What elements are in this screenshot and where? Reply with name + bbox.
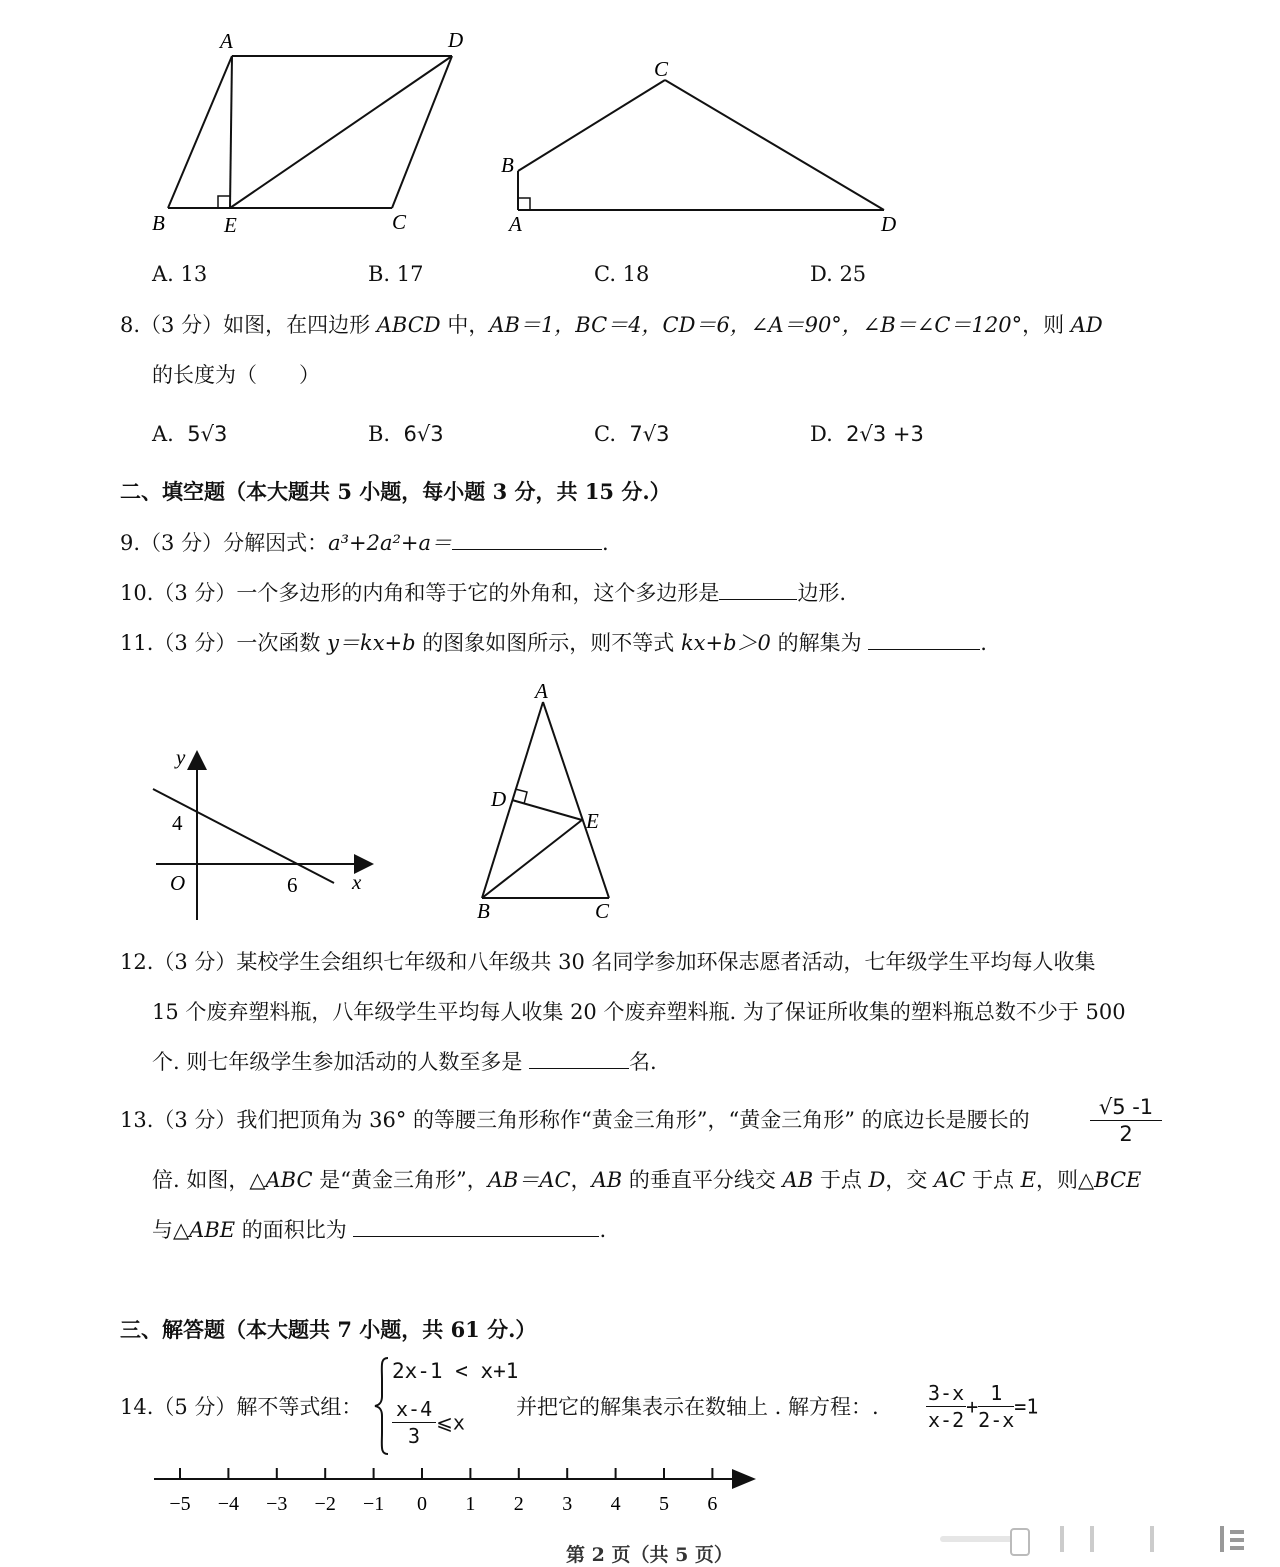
q14-stem: 14.（5 分）解不等式组： [120,1395,363,1419]
heading-text: 分，共 [507,479,585,504]
q14-equation [926,1380,1038,1433]
q9 [120,529,609,557]
equals-one: =1 [1014,1394,1039,1419]
q12-unit: 名. [629,1050,657,1074]
q7-option-a: A. 13 [152,262,208,286]
q14-mid-text: 并把它的解集表示在数轴上 . 解方程：. [516,1395,879,1419]
q11-text: 的解集为 [770,631,869,655]
q8-conditions: AB＝1，BC＝4，CD＝6，∠A＝90°，∠B＝∠C＝120° [489,313,1023,337]
fraction-numerator: x-4 [392,1396,436,1423]
figure-linear-graph [140,740,380,930]
heading-text: 小题，共 [351,1317,451,1342]
q14-system-brace [372,1356,392,1456]
figure-parallelogram [140,20,480,240]
heading-text: 小题，每小题 [351,479,493,504]
q8-quad-name: ABCD [376,313,441,337]
fraction-numerator: 3-x [928,1381,965,1405]
q13-triangle: ABE [189,1218,236,1242]
q13-text: 于点 [813,1168,869,1192]
number-line-label: 6 [707,1493,718,1515]
q8-number: 8.（3 分）如图，在四边形 [120,313,377,337]
number-line-label: 3 [562,1493,573,1515]
q8-stem-line1 [120,311,1103,339]
q11-answer-blank[interactable] [868,629,980,650]
label-C: C [595,899,610,923]
label-C: C [392,210,407,234]
label-A: A [509,212,522,236]
q10-tail: 边形. [797,581,847,605]
number-line-label: 4 [610,1493,621,1515]
label-D: D [881,212,897,236]
number-line-label: −5 [169,1493,191,1515]
q12-line3 [152,1048,657,1076]
q7-option-d: D. 25 [810,262,867,286]
q14-inequality-1: 2x-1 < x+1 [392,1359,519,1383]
fraction [926,1380,966,1433]
number-line-label: −3 [266,1493,288,1515]
relation: ⩽x [436,1410,465,1435]
option-letter: C. [594,422,616,446]
fraction-numerator: √5 -1 [1090,1094,1162,1121]
q11-period: . [980,631,987,655]
q11-text: 的图象如图所示，则不等式 [415,631,681,655]
q11-stem: 11.（3 分）一次函数 [120,631,328,655]
section-2-heading [120,478,671,506]
label-E: E [586,809,599,833]
q13-text: ， [570,1168,592,1192]
number-line-label: 0 [417,1493,427,1515]
option-value: 6√3 [403,422,444,446]
q7-option-c: C. 18 [594,262,650,286]
label-D: D [448,28,464,52]
heading-total: 61 [450,1317,480,1342]
number-line-label: 5 [659,1493,669,1515]
q10-stem: 10.（3 分）一个多边形的内角和等于它的外角和，这个多边形是 [120,581,720,605]
number-line-label: −2 [314,1493,336,1515]
heading-score: 3 [492,479,508,504]
q8-text: ，则 [1022,313,1071,337]
option-letter: A. [152,422,174,446]
origin-label: O [170,871,186,895]
label-D: D [491,787,507,811]
fraction [392,1396,436,1449]
label-E: E [224,213,237,237]
x-intercept-label: 6 [287,873,298,897]
q11-function: y＝kx+b [327,631,416,655]
y-axis-label: y [176,745,186,769]
q13-segment: AB [782,1168,814,1192]
q12-answer-blank[interactable] [529,1048,629,1069]
label-B: B [152,211,165,235]
number-line-label: 1 [465,1493,476,1515]
figure-quadrilateral [495,50,915,240]
fraction-denominator: 2-x [978,1408,1015,1432]
label-B: B [501,153,514,177]
q9-answer-blank[interactable] [452,529,602,550]
heading-text: 分.） [614,479,671,504]
q13-condition: AB＝AC [487,1168,571,1192]
q8-option-b [368,420,444,448]
q13-answer-blank[interactable] [353,1216,599,1237]
q11-inequality: kx+b＞0 [680,631,771,655]
q13-triangle: BCE [1094,1168,1142,1192]
option-value: 7√3 [629,422,670,446]
q13-triangle: ABC [265,1168,313,1192]
q12-line1: 12.（3 分）某校学生会组织七年级和八年级共 30 名同学参加环保志愿者活动，七年级学生平均每人收集 [120,950,1096,974]
q9-period: . [602,531,609,555]
option-value: 5√3 [187,422,228,446]
section-3-heading [120,1316,536,1344]
figure-golden-triangle [460,675,650,930]
q7-option-b: B. 17 [368,262,424,286]
heading-count: 7 [337,1317,352,1342]
q8-text: 中， [440,313,490,337]
number-line-label: −1 [362,1493,385,1515]
fraction-denominator: 2 [1119,1122,1133,1146]
q13-text: 于点 [965,1168,1021,1192]
label-B: B [477,899,490,923]
q12-text: 个. 则七年级学生参加活动的人数至多是 [152,1050,530,1074]
q13-line1: 13.（3 分）我们把顶角为 36° 的等腰三角形称作“黄金三角形”，“黄金三角形” 的底边长是腰长的 [120,1108,1030,1132]
q9-stem: 9.（3 分）分解因式： [120,531,329,555]
q13-text: ，则△ [1035,1168,1095,1192]
q13-point: D [868,1168,886,1192]
option-value: 2√3 +3 [846,422,924,446]
number-line-label: 2 [513,1493,524,1515]
q10-answer-blank[interactable] [719,579,797,600]
heading-text: 三、解答题（本大题共 [120,1317,338,1342]
heading-total: 15 [584,479,615,504]
heading-text: 二、填空题（本大题共 [120,479,338,504]
fraction-denominator: 3 [408,1424,421,1448]
q9-expression: a³+2a²+a＝ [328,531,453,555]
fraction-numerator: 1 [978,1380,1014,1407]
q13-text: 倍. 如图，△ [152,1168,266,1192]
label-A: A [220,29,233,53]
q13-point: E [1020,1168,1036,1192]
q13-text: 的垂直平分线交 [622,1168,783,1192]
fraction-denominator: x-2 [928,1408,965,1432]
watermark-bars [940,1524,1250,1554]
q13-fraction [1090,1094,1162,1147]
y-intercept-label: 4 [172,811,183,835]
q13-text: 的面积比为 [235,1218,354,1242]
number-line [140,1462,770,1522]
q8-stem-line2: 的长度为（ ） [152,363,320,387]
q13-segment: AC [934,1168,966,1192]
number-line-label: −4 [217,1493,240,1515]
q8-option-a [152,420,227,448]
plus-sign: + [966,1394,979,1419]
page-footer: 第 2 页（共 5 页） [566,1544,733,1566]
q12-line2: 15 个废弃塑料瓶，八年级学生平均每人收集 20 个废弃塑料瓶. 为了保证所收集的塑料瓶总数不少于 500 [152,1000,1126,1024]
q13-segment: AB [591,1168,623,1192]
q8-option-c [594,420,669,448]
q13-text: 是“黄金三角形”， [312,1168,488,1192]
label-C: C [654,57,669,81]
q14-inequality-2 [392,1396,465,1449]
q11 [120,629,987,657]
q13-period: . [599,1218,607,1242]
q13-line2 [152,1166,1141,1194]
heading-text: 分.） [479,1317,537,1342]
option-letter: D. [810,422,833,446]
q13-text: ，交 [885,1168,935,1192]
heading-count: 5 [337,479,352,504]
q8-target: AD [1070,313,1103,337]
x-axis-label: x [352,870,362,894]
q10 [120,579,846,607]
q13-text: 与△ [152,1218,190,1242]
fraction [978,1380,1014,1433]
label-A: A [535,679,548,703]
q8-option-d [810,420,924,448]
option-letter: B. [368,422,391,446]
q13-line3 [152,1216,606,1244]
